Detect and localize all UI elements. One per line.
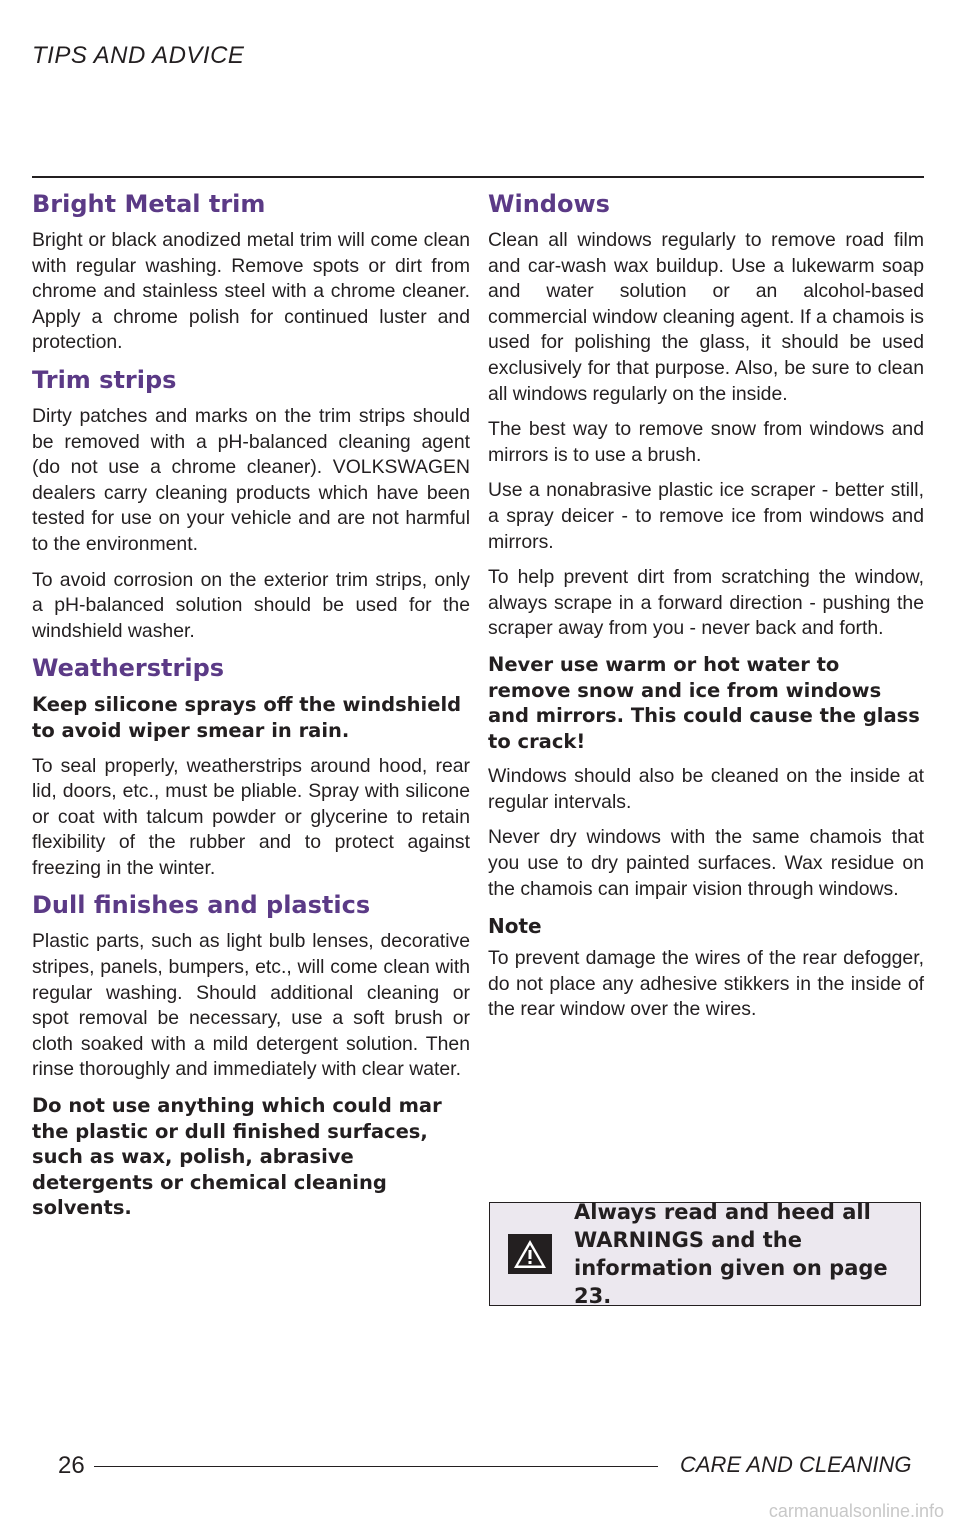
paragraph: Use a nonabrasive plastic ice scraper - better still, a spray deicer - to remove ice from windows and mirrors. [488,479,924,553]
warning-triangle-icon [508,1234,552,1274]
bold-caution-text: Keep silicone sprays off the windshield to avoid wiper smear in rain. [32,693,462,742]
paragraph: Plastic parts, such as light bulb lenses, decorative stripes, panels, bumpers, etc., will come clean with regular washing. Should additional cleaning or spot removal be necessary, use a soft brush or cloth soaked with a mild detergent solution. Then rinse thoroughly and immediately with clear water. [32,930,470,1081]
paragraph: Never dry windows with the same chamois that you use to dry painted surfaces. Wax residue on the chamois can impair vision through windows. [488,826,924,900]
note-heading: Note [488,914,542,939]
page-header-title: TIPS AND ADVICE [32,42,245,69]
paragraph: To prevent damage the wires of the rear defogger, do not place any adhesive stikkers in the inside of the rear window over the wires. [488,947,924,1021]
bold-caution-text: Never use warm or hot water to remove snow and ice from windows and mirrors. This could cause the glass to crack! [488,652,920,753]
page-number: 26 [58,1452,85,1479]
footer-divider [94,1466,658,1467]
paragraph: To avoid corrosion on the exterior trim strips, only a pH-balanced solution should be used for the windshield washer. [32,568,470,642]
warning-notice-box [489,1202,921,1306]
section-heading-trim-strips: Trim strips [32,365,177,394]
footer-section-title: CARE AND CLEANING [680,1452,912,1477]
paragraph: The best way to remove snow from windows and mirrors is to use a brush. [488,418,924,466]
section-heading-windows: Windows [488,190,610,218]
paragraph: To help prevent dirt from scratching the window, always scrape in a forward direction - pushing the scraper away from you - never back and forth. [488,566,924,640]
notice-text: Always read and heed all WARNINGS and the information given on page 23. [574,1200,888,1308]
watermark-text: carmanualsonline.info [768,1501,944,1521]
section-heading-weatherstrips: Weatherstrips [32,654,225,683]
paragraph: Clean all windows regularly to remove road film and car-wash wax buildup. Use a lukewarm soap and water solution or an alcohol-based commercial window cleaning agent. If a chamois is used for polishing the glass, it should be used exclusively for that purpose. Also, be sure to clean all windows regularly on the inside. [488,229,924,405]
bold-caution-text: Do not use anything which could mar the plastic or dull finished surfaces, such as wax, polish, abrasive detergents or chemical cleaning solvents. [32,1094,442,1220]
paragraph: Dirty patches and marks on the trim strips should be removed with a pH-balanced cleaning agent (do not use a chrome cleaner). VOLKSWAGEN dealers carry cleaning products which have been tested for use on your vehicle and are not harmful to the environment. [32,404,470,555]
top-divider [32,176,924,178]
paragraph: Windows should also be cleaned on the inside at regular intervals. [488,765,924,813]
left-column [32,186,470,1231]
paragraph: To seal properly, weatherstrips around hood, rear lid, doors, etc., must be pliable. Spray with silicone or coat with talcum powder or glycerine to retain flexibility of the rubber and to protect against freezing in the winter. [32,754,470,879]
paragraph: Bright or black anodized metal trim will come clean with regular washing. Remove spots or dirt from chrome and stainless steel with a chrome cleaner. Apply a chrome polish for continued luster and protection. [32,229,470,354]
section-heading-bright-metal-trim: Bright Metal trim [32,190,266,218]
right-column [488,186,924,1033]
section-heading-dull-finishes: Dull finishes and plastics [32,891,371,920]
